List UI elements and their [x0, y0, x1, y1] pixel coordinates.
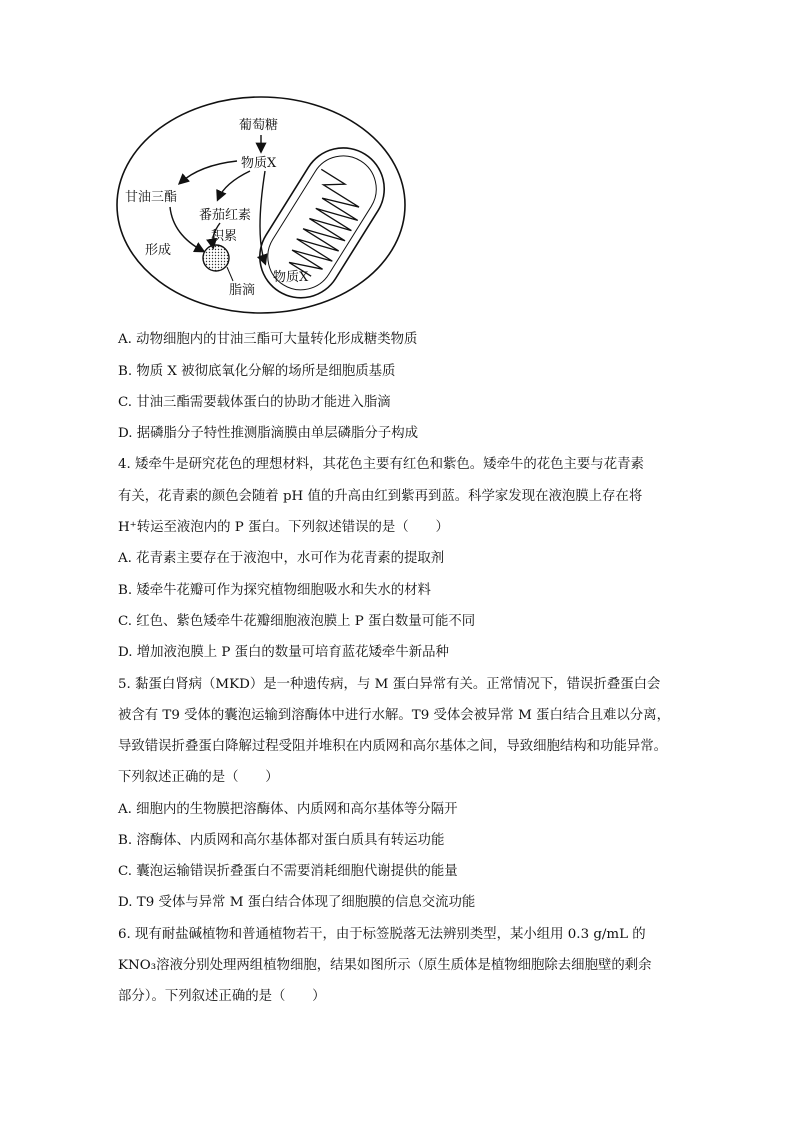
q4-stem-line-3: H⁺转运至液泡内的 P 蛋白。下列叙述错误的是（ ）: [118, 520, 449, 535]
q5-stem-line-3: 导致错误折叠蛋白降解过程受阻并堆积在内质网和高尔基体之间，导致细胞结构和功能异常。: [118, 739, 668, 754]
q4-option-b: B. 矮牵牛花瓣可作为探究植物细胞吸水和失水的材料: [118, 583, 431, 598]
lipid-droplet-pointer: [227, 267, 233, 281]
q6-stem-line-1: 6. 现有耐盐碱植物和普通植物若干，由于标签脱落无法辨别类型，某小组用 0.3 g/mL 的: [118, 927, 646, 942]
q5-option-b: B. 溶酶体、内质网和高尔基体都对蛋白质具有转运功能: [118, 833, 445, 848]
arrow-x-to-triglyceride: [180, 161, 237, 183]
q4-stem-line-1: 4. 矮牵牛是研究花色的理想材料，其花色主要有红色和紫色。矮牵牛的花色主要与花青素: [118, 457, 644, 472]
label-lipid-droplet: 脂滴: [229, 283, 256, 298]
q4-option-a: A. 花青素主要存在于液泡中，水可作为花青素的提取剂: [118, 551, 445, 566]
q4-option-d: D. 增加液泡膜上 P 蛋白的数量可培育蓝花矮牵牛新品种: [118, 645, 449, 660]
cell-diagram-svg: [115, 95, 407, 315]
q5-stem-line-4: 下列叙述正确的是（ ）: [118, 770, 279, 785]
q5-option-d: D. T9 受体与异常 M 蛋白结合体现了细胞膜的信息交流功能: [118, 895, 476, 910]
q5-stem-line-2: 被含有 T9 受体的囊泡运输到溶酶体中进行水解。T9 受体会被异常 M 蛋白结合且难以分离，: [118, 708, 670, 723]
q3-option-c: C. 甘油三酯需要载体蛋白的协助才能进入脂滴: [118, 395, 391, 410]
q3-option-b: B. 物质 X 被彻底氧化分解的场所是细胞质基质: [118, 364, 396, 379]
label-triglyceride: 甘油三酯: [125, 190, 178, 205]
q3-option-d: D. 据磷脂分子特性推测脂滴膜由单层磷脂分子构成: [118, 426, 418, 441]
cell-diagram: [115, 95, 407, 315]
q3-option-a: A. 动物细胞内的甘油三酯可大量转化形成糖类物质: [118, 332, 418, 347]
label-substance-x: 物质X: [241, 156, 277, 171]
q5-option-a: A. 细胞内的生物膜把溶酶体、内质网和高尔基体等分隔开: [118, 802, 458, 817]
lipid-droplet-circle: [203, 245, 229, 271]
label-accumulation: 积累: [211, 229, 238, 244]
q6-stem-line-3: 部分）。下列叙述正确的是（ ）: [118, 989, 326, 1004]
q5-stem-line-1: 5. 黏蛋白肾病（MKD）是一种遗传病，与 M 蛋白异常有关。正常情况下，错误折叠蛋白会: [118, 677, 661, 692]
q6-stem-line-2: KNO₃溶液分别处理两组植物细胞，结果如图所示（原生质体是植物细胞除去细胞壁的剩余: [118, 958, 652, 973]
label-substance-x-mito: 物质X: [273, 270, 309, 285]
q4-option-c: C. 红色、紫色矮牵牛花瓣细胞液泡膜上 P 蛋白数量可能不同: [118, 614, 476, 629]
arrow-x-to-lycopene: [218, 171, 250, 199]
label-formation: 形成: [145, 243, 172, 258]
label-glucose: 葡萄糖: [239, 118, 279, 133]
q4-stem-line-2: 有关，花青素的颜色会随着 pH 值的升高由红到紫再到蓝。科学家发现在液泡膜上存在将: [118, 489, 643, 504]
label-lycopene: 番茄红素: [199, 208, 252, 223]
q5-option-c: C. 囊泡运输错误折叠蛋白不需要消耗细胞代谢提供的能量: [118, 864, 458, 879]
